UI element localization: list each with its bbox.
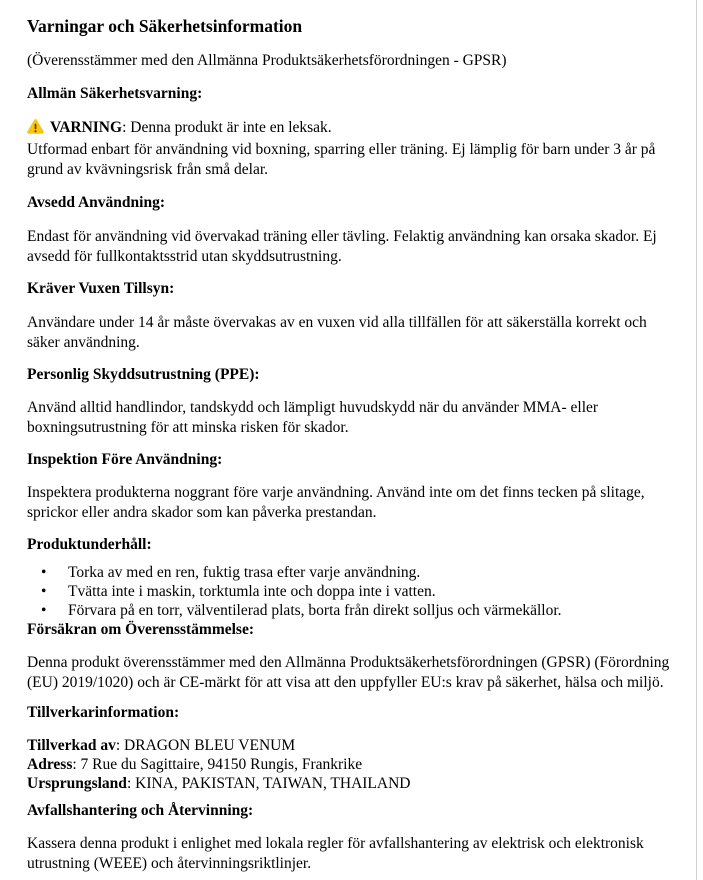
warning-label: VARNING — [50, 119, 123, 136]
bullet-text: Tvätta inte i maskin, torktumla inte och doppa inte i vatten. — [68, 583, 436, 600]
paragraph-disposal: Kassera denna produkt i enlighet med lokala regler för avfallshantering av elektrisk och elektronisk utrustning (WEEE) och återvinningsriktlinjer. — [27, 835, 644, 872]
section-heading-disposal: Avfallshantering och Återvinning: — [27, 802, 254, 819]
bullet-text: Torka av med en ren, fuktig trasa efter varje användning. — [68, 564, 421, 581]
bullet-icon — [41, 563, 68, 582]
made-by-label: Tillverkad av — [27, 737, 116, 754]
list-item — [41, 601, 682, 620]
page-title: Varningar och Säkerhetsinformation — [27, 16, 303, 36]
doc-subtitle: (Överensstämmer med den Allmänna Produktsäkerhetsförordningen - GPSR) — [27, 52, 507, 69]
list-item — [41, 563, 682, 582]
paragraph-supervision: Användare under 14 år måste övervakas av en vuxen vid alla tillfällen för att säkerställa korrekt och säker användning. — [27, 314, 647, 351]
section-heading-conformity: Försäkran om Överensstämmelse: — [27, 621, 255, 638]
made-by-value: : DRAGON BLEU VENUM — [115, 737, 296, 754]
address-label: Adress — [27, 756, 73, 773]
paragraph-conformity: Denna produkt överensstämmer med den Allmänna Produktsäkerhetsförordningen (GPSR) (Förordning (EU) 2019/1020) och är CE-märkt för att visa att den uppfyller EU:s krav på säkerhet, hälsa och miljö. — [27, 654, 670, 691]
manufacturer-info — [27, 736, 682, 793]
section-heading-general-warning: Allmän Säkerhetsvarning: — [27, 85, 203, 102]
origin-label: Ursprungsland — [27, 775, 127, 792]
warning-triangle-icon — [27, 119, 44, 140]
origin-country-row — [27, 774, 682, 793]
bullet-text: Förvara på en torr, välventilerad plats, borta från direkt solljus och värmekällor. — [68, 602, 562, 619]
paragraph-ppe: Använd alltid handlindor, tandskydd och lämpligt huvudskydd när du använder MMA- eller boxningsutrustning för att minska risken för skador. — [27, 399, 599, 436]
section-heading-intended-use: Avsedd Användning: — [27, 194, 165, 211]
origin-value: : KINA, PAKISTAN, TAIWAN, THAILAND — [126, 775, 411, 792]
bullet-icon — [41, 601, 68, 620]
address-value: : 7 Rue du Sagittaire, 94150 Rungis, Frankrike — [72, 756, 363, 773]
warning-text: : Denna produkt är inte en leksak. — [122, 119, 332, 136]
section-heading-inspection: Inspektion Före Användning: — [27, 451, 223, 468]
bullet-icon — [41, 582, 68, 601]
section-heading-maintenance: Produktunderhåll: — [27, 536, 152, 553]
section-heading-manufacturer: Tillverkarinformation: — [27, 704, 180, 721]
paragraph-general-warning: Utformad enbart för användning vid boxning, sparring eller träning. Ej lämplig för barn under 3 år på grund av kvävningsrisk från små delar. — [27, 141, 656, 178]
manufacturer-address-row — [27, 755, 682, 774]
section-heading-supervision: Kräver Vuxen Tillsyn: — [27, 280, 175, 297]
list-item — [41, 582, 682, 601]
warning-line — [27, 118, 682, 140]
paragraph-intended-use: Endast för användning vid övervakad träning eller tävling. Felaktig användning kan orsaka skador. Ej avsedd för fullkontaktsstrid utan skyddsutrustning. — [27, 228, 657, 265]
manufacturer-name-row — [27, 736, 682, 755]
paragraph-inspection: Inspektera produkterna noggrant före varje användning. Använd inte om det finns tecken på slitage, sprickor eller andra skador som kan påverka prestandan. — [27, 484, 645, 521]
maintenance-bullet-list — [41, 563, 682, 620]
scrollbar-track[interactable] — [696, 0, 697, 880]
section-heading-ppe: Personlig Skyddsutrustning (PPE): — [27, 366, 260, 383]
